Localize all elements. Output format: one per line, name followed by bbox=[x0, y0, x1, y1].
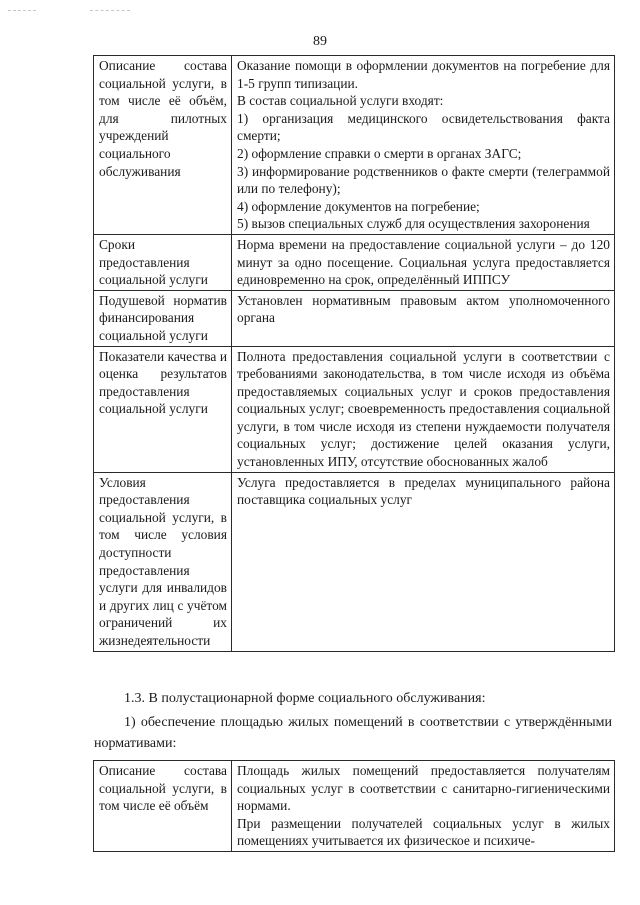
row-label: Условия предоставления социальной услуги, в том числе условия доступности предоставления услуги для инвалидов и других лиц с учётом ограничений их жизнедеятельности bbox=[94, 472, 232, 651]
scan-margin-mark bbox=[90, 10, 130, 11]
table-row bbox=[94, 56, 615, 235]
content-line: 4) оформление документов на погребение; bbox=[237, 198, 480, 214]
content-line: 3) информирование родственников о факте смерти (телеграммой или по телефону); bbox=[237, 163, 610, 197]
service-description-table bbox=[93, 55, 615, 652]
row-content bbox=[232, 346, 615, 472]
content-line: Установлен нормативным правовым актом уполномоченного органа bbox=[237, 292, 610, 326]
content-line: Оказание помощи в оформлении документов на погребение для 1-5 групп типизации. bbox=[237, 58, 610, 91]
table-row bbox=[94, 346, 615, 472]
row-label: Показатели качества и оценка результатов предоставления социальной услуги bbox=[94, 346, 232, 472]
content-line: В состав социальной услуги входят: bbox=[237, 93, 444, 109]
row-content bbox=[232, 472, 615, 651]
content-line: Площадь жилых помещений предоставляется получателям социальных услуг в соответствии с санитарно-гигиеническими нормами. bbox=[237, 763, 610, 814]
table-row bbox=[94, 234, 615, 290]
section-item: 1) обеспечение площадью жилых помещений в соответствии с утверждёнными нормативами: bbox=[94, 715, 612, 751]
table-row bbox=[94, 472, 615, 651]
row-label: Подушевой норматив финансирования социальной услуги bbox=[94, 290, 232, 346]
row-label: Сроки предоставления социальной услуги bbox=[94, 234, 232, 290]
content-line: Услуга предоставляется в пределах муниципального района поставщика социальных услуг bbox=[237, 474, 610, 508]
scan-margin-mark bbox=[8, 10, 36, 11]
row-content bbox=[232, 234, 615, 290]
living-space-service-table bbox=[93, 760, 615, 852]
page-number: 89 bbox=[313, 34, 327, 49]
content-line: Норма времени на предоставление социальной услуги – до 120 минут за одно посещение. Социальная услуга предоставляется единовременно на срок, определённый ИППСУ bbox=[237, 236, 610, 288]
section-heading: 1.3. В полустационарной форме социального обслуживания: bbox=[124, 691, 486, 706]
row-content bbox=[232, 761, 615, 852]
table-row bbox=[94, 290, 615, 346]
content-line: 5) вызов специальных служб для осуществления захоронения bbox=[237, 216, 590, 232]
row-content bbox=[232, 290, 615, 346]
row-label: Описание состава социальной услуги, в том числе её объём, для пилотных учреждений социального обслуживания bbox=[94, 56, 232, 235]
content-line: Полнота предоставления социальной услуги в соответствии с требованиями законодательства, в том числе исходя из объёма предоставляемых социальных услуг и сроков предоставления социальных услуг; своевременность предоставления социальной услуги, в том числе исходя из степени нуждаемости получателя социальных услуг; достижение целей оказания услуги, установленных ИПУ, отсутствие обоснованных жалоб bbox=[237, 348, 610, 470]
table-row bbox=[94, 761, 615, 852]
row-content bbox=[232, 56, 615, 235]
content-line: При размещении получателей социальных услуг в жилых помещениях учитывается их физическое и психиче- bbox=[237, 815, 610, 849]
content-line: 2) оформление справки о смерти в органах ЗАГС; bbox=[237, 145, 522, 161]
content-line: 1) организация медицинского освидетельствования факта смерти; bbox=[237, 110, 610, 144]
row-label: Описание состава социальной услуги, в том числе её объём bbox=[94, 761, 232, 852]
